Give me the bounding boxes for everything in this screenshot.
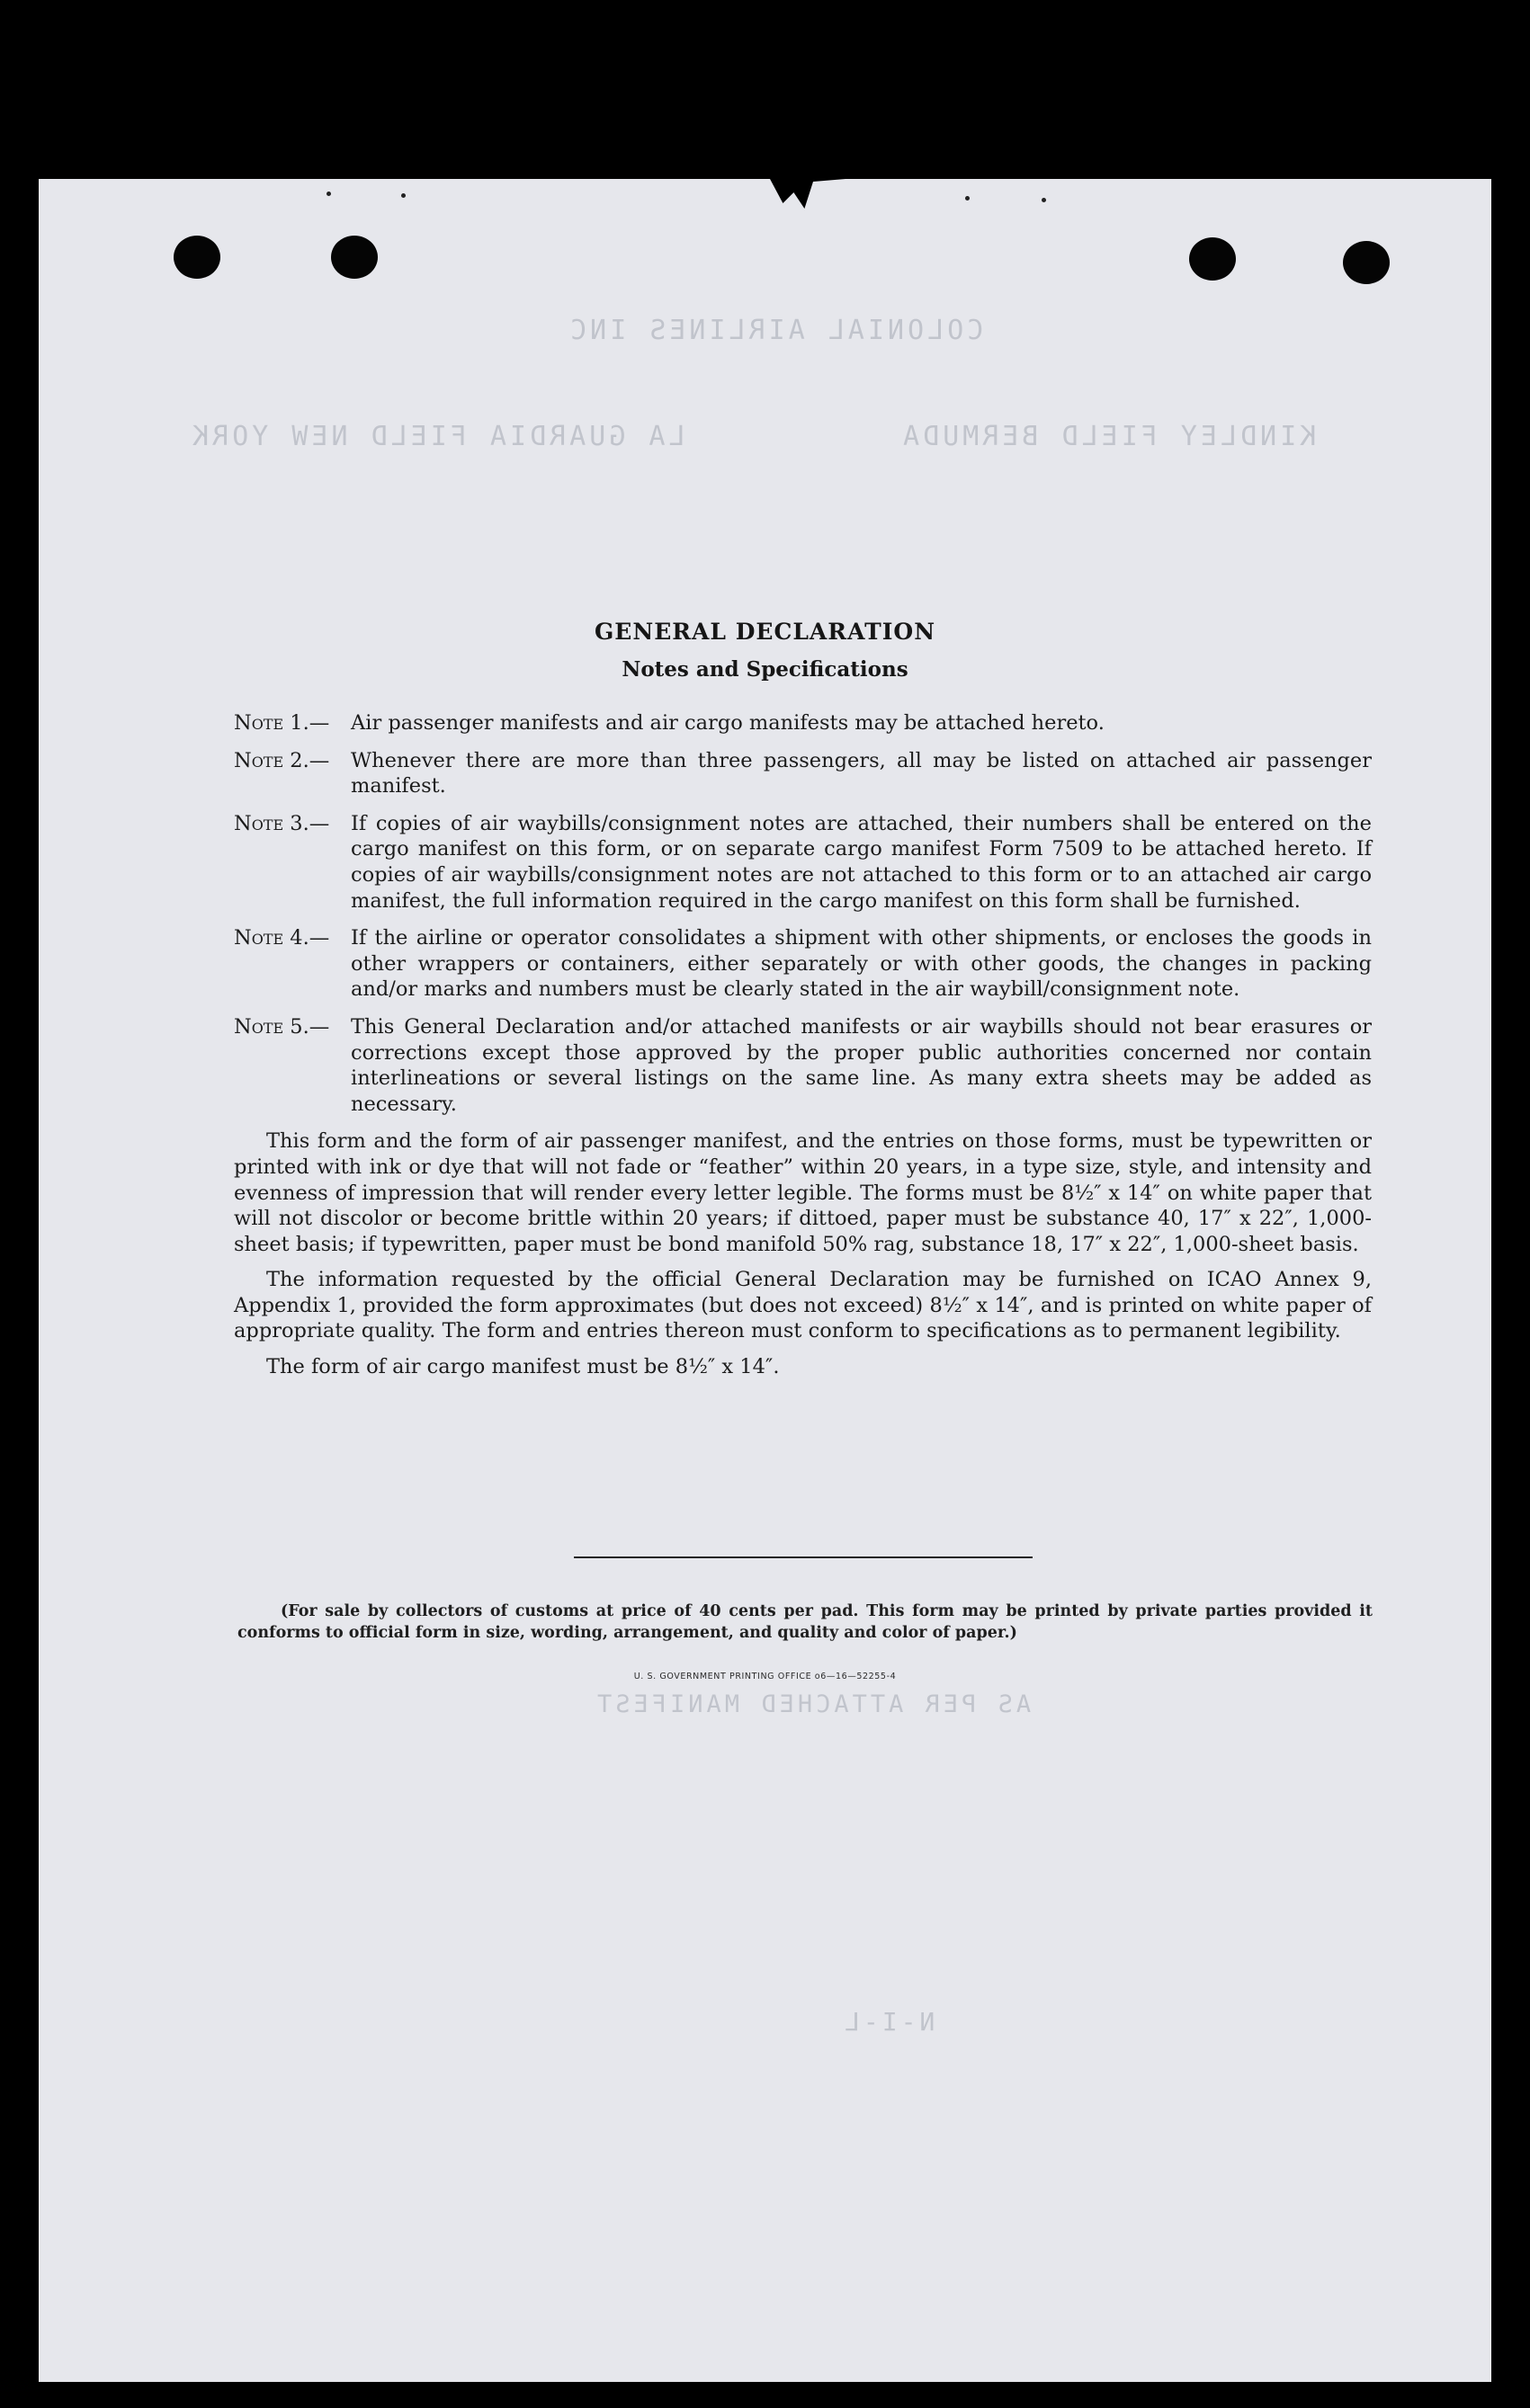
notes-section (234, 710, 1372, 1390)
page-subtitle: Notes and Specifications (622, 657, 908, 682)
sale-notice: (For sale by collectors of customs at price of 40 cents per pad. This form may be printed by private parties provided it conforms to official form in size, wording, arrangement, and quality and color of paper.) (237, 1602, 1373, 1642)
note-5 (234, 1014, 1372, 1117)
note-3 (234, 811, 1372, 914)
speck (327, 192, 331, 196)
bleed-through-manifest: AS PER ATTACHED MANIFEST (594, 1690, 1032, 1718)
note-label-prefix: Note (234, 711, 284, 735)
punch-hole-right-1 (1189, 237, 1236, 281)
bleed-through-departure: KINDLEY FIELD BERMUDA (899, 421, 1317, 452)
note-4 (234, 925, 1372, 1003)
page-title: GENERAL DECLARATION (594, 619, 936, 645)
note-label-prefix: Note (234, 748, 284, 772)
paragraph-cargo-manifest-size: The form of air cargo manifest must be 8½″ x 14″. (266, 1355, 780, 1379)
note-1 (234, 710, 1372, 736)
note-label (234, 1014, 351, 1117)
note-label-number: 4.— (283, 926, 330, 950)
speck (1042, 198, 1046, 202)
note-label-prefix: Note (234, 811, 284, 835)
note-label-prefix: Note (234, 1014, 284, 1039)
speck (965, 196, 970, 201)
note-text: If copies of air waybills/consignment notes are attached, their numbers shall be entered on the cargo manifest on this form, or on separate cargo manifest Form 7509 to be attached hereto. If copies of air waybills/consignment notes are not attached to this form or to an attached air cargo manifest, the full information required in the cargo manifest on this form shall be furnished. (351, 811, 1372, 913)
note-label (234, 925, 351, 1003)
note-label (234, 748, 351, 799)
bleed-through-arrival: LA GUARDIA FIELD NEW YORK (189, 421, 685, 452)
note-text: Air passenger manifests and air cargo manifests may be attached hereto. (351, 711, 1105, 735)
note-text: Whenever there are more than three passengers, all may be listed on attached air passenger manifest. (351, 748, 1372, 798)
note-label-number: 1.— (283, 711, 330, 735)
note-label-prefix: Note (234, 926, 284, 950)
paragraph-form-requirements: This form and the form of air passenger manifest, and the entries on those forms, must be typewritten or printed with ink or dye that will not fade or “feather” within 20 years, in a type size, style, and intensity and evenness of impression that will render every letter legible. The forms must be 8½″ x 14″ on white paper that will not discolor or become brittle within 20 years; if dittoed, paper must be substance 40, 17″ x 22″, 1,000-sheet basis; if typewritten, paper must be bond manifold 50% rag, substance 18, 17″ x 22″, 1,000-sheet basis. (234, 1129, 1372, 1256)
paragraph-icao-annex: The information requested by the official General Declaration may be furnished on ICAO Annex 9, Appendix 1, provided the form approximates (but does not exceed) 8½″ x 14″, and is printed on white paper of appropriate quality. The form and entries thereon must conform to specifications as to permanent legibility. (234, 1268, 1372, 1343)
note-text: This General Declaration and/or attached manifests or air waybills should not bear erasures or corrections except those approved by the proper public authorities concerned nor contain interlineations or several listings on the same line. As many extra sheets may be added as necessary. (351, 1014, 1372, 1116)
note-label-number: 5.— (283, 1014, 330, 1039)
note-2 (234, 748, 1372, 799)
divider-rule (574, 1556, 1033, 1558)
note-label-number: 3.— (283, 811, 330, 835)
note-text: If the airline or operator consolidates a shipment with other shipments, or encloses the goods in other wrappers or containers, either separately or with other goods, the changes in packing and/or marks and numbers must be clearly stated in the air waybill/consignment note. (351, 926, 1372, 1002)
punch-hole-left-1 (174, 236, 220, 279)
bleed-through-carrier: COLONIAL AIRLINES INC (567, 315, 984, 346)
note-label (234, 710, 351, 736)
note-label (234, 811, 351, 914)
punch-hole-left-2 (331, 236, 378, 279)
printing-office-imprint: U. S. GOVERNMENT PRINTING OFFICE o6—16—52255-4 (633, 1672, 897, 1681)
note-label-number: 2.— (283, 748, 330, 772)
punch-hole-right-2 (1343, 241, 1390, 284)
speck (401, 193, 406, 198)
bleed-through-nil: N-I-L (841, 2007, 935, 2037)
